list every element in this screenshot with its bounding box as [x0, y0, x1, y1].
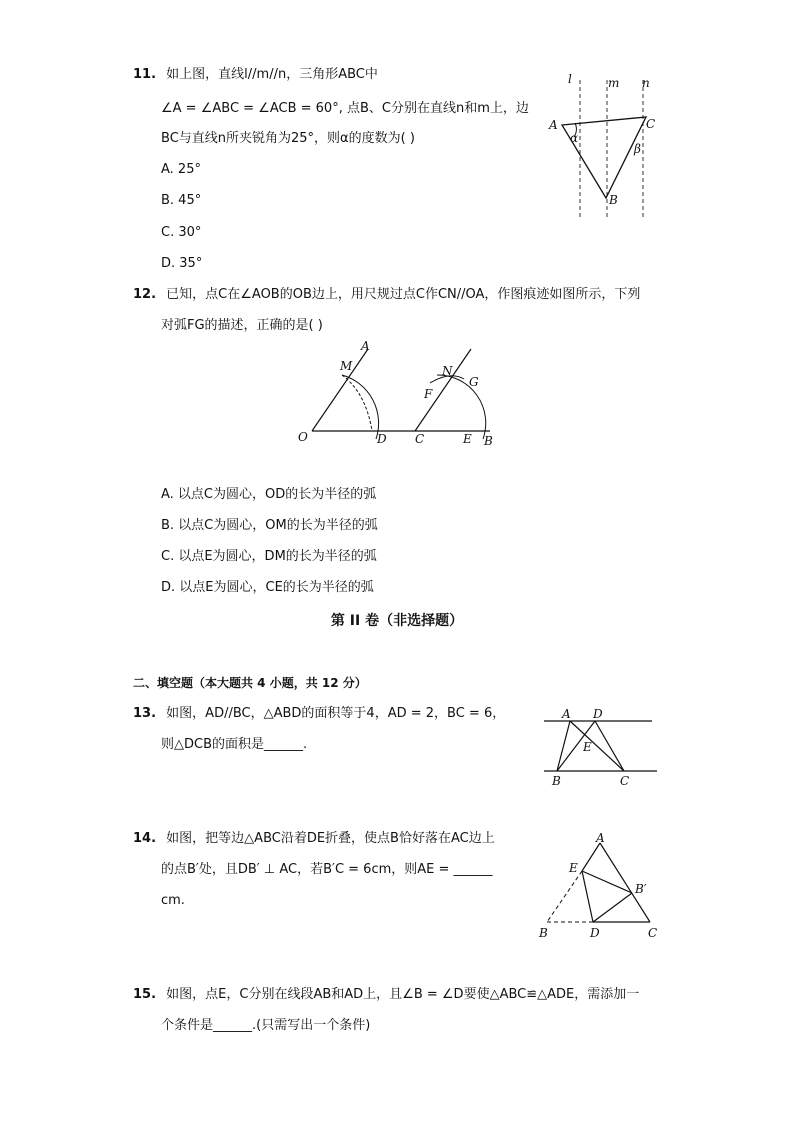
q14-number: 14. [133, 831, 157, 846]
q11-text-line2: ∠A = ∠ABC = ∠ACB = 60°, 点B、C分别在直线n和m上，边 [161, 101, 529, 116]
q12-label-e: E [463, 432, 472, 446]
q13-label-c: C [620, 774, 630, 788]
q15-number: 15. [133, 987, 157, 1002]
q11-option-c: C. 30° [161, 225, 202, 240]
q12-label-d: D [377, 432, 387, 446]
section2-heading: 二、填空题（本大题共 4 小题，共 12 分） [133, 676, 367, 690]
q11-figure [540, 65, 670, 230]
q12-text-line2: 对弧FG的描述，正确的是( ) [161, 318, 323, 333]
q11-label-l: l [568, 72, 572, 86]
q14-text-line1: 如图，把等边△ABC沿着DE折叠，使点B恰好落在AC边上 [166, 831, 495, 846]
q11-label-n: n [642, 76, 650, 90]
q12-option-a: A. 以点C为圆心，OD的长为半径的弧 [161, 487, 377, 502]
q12-label-n: N [442, 364, 453, 378]
q13-text-line2: 则△DCB的面积是______. [161, 737, 308, 752]
q11-number: 11. [133, 67, 157, 82]
q11-label-beta: β [634, 142, 641, 156]
q15-text-line1: 如图，点E，C分别在线段AB和AD上，且∠B = ∠D要使△ABC≌△ADE，需添加一 [166, 987, 640, 1002]
q12-text-line1: 已知，点C在∠AOB的OB边上，用尺规过点C作CN//OA，作图痕迹如图所示，下列 [166, 287, 641, 302]
q11-option-b: B. 45° [161, 193, 202, 208]
q14-figure [535, 830, 665, 945]
q11-option-a: A. 25° [161, 162, 201, 177]
q13-label-a: A [562, 707, 571, 721]
q13-label-b: B [552, 774, 561, 788]
q14-label-c: C [648, 926, 658, 940]
q12-label-f: F [424, 387, 433, 401]
q14-text-line2: 的点B′处，且DB′ ⊥ AC，若B′C = 6cm，则AE = ______ [161, 862, 493, 877]
q13-label-d: D [593, 707, 603, 721]
q12-label-a: A [361, 339, 370, 353]
q11-option-d: D. 35° [161, 256, 203, 271]
q12-option-d: D. 以点E为圆心，CE的长为半径的弧 [161, 580, 374, 595]
q12-number: 12. [133, 287, 157, 302]
q11-text-line1: 如上图，直线l//m//n，三角形ABC中 [166, 67, 378, 82]
q12-label-b: B [484, 434, 493, 448]
q12-option-c: C. 以点E为圆心，DM的长为半径的弧 [161, 549, 377, 564]
q12-label-g: G [469, 375, 479, 389]
q11-label-m: m [608, 76, 620, 90]
q13-figure [540, 705, 660, 790]
q11-label-c: C [646, 117, 656, 131]
q13-label-e: E [583, 740, 592, 754]
q11-text-line3: BC与直线n所夹锐角为25°，则α的度数为( ) [161, 131, 415, 146]
q11-label-a: A [549, 118, 558, 132]
q12-label-c: C [415, 432, 425, 446]
q14-label-b: B [539, 926, 548, 940]
q13-text-line1: 如图，AD//BC，△ABD的面积等于4，AD = 2，BC = 6， [166, 706, 506, 721]
q11-label-alpha: α [570, 131, 579, 145]
q12-label-o: O [298, 430, 308, 444]
q12-label-m: M [340, 359, 353, 373]
q13-number: 13. [133, 706, 157, 721]
q14-label-e: E [569, 861, 578, 875]
q11-label-b: B [609, 193, 618, 207]
q12-figure [290, 335, 505, 450]
q15-text-line2: 个条件是______.(只需写出一个条件) [161, 1018, 371, 1033]
part2-title: 第 II 卷（非选择题） [330, 613, 464, 629]
q14-label-d: D [590, 926, 600, 940]
q14-label-a: A [596, 831, 605, 845]
q12-option-b: B. 以点C为圆心，OM的长为半径的弧 [161, 518, 378, 533]
q14-label-b-prime: B′ [635, 882, 647, 896]
q14-text-line3: cm. [161, 893, 185, 908]
